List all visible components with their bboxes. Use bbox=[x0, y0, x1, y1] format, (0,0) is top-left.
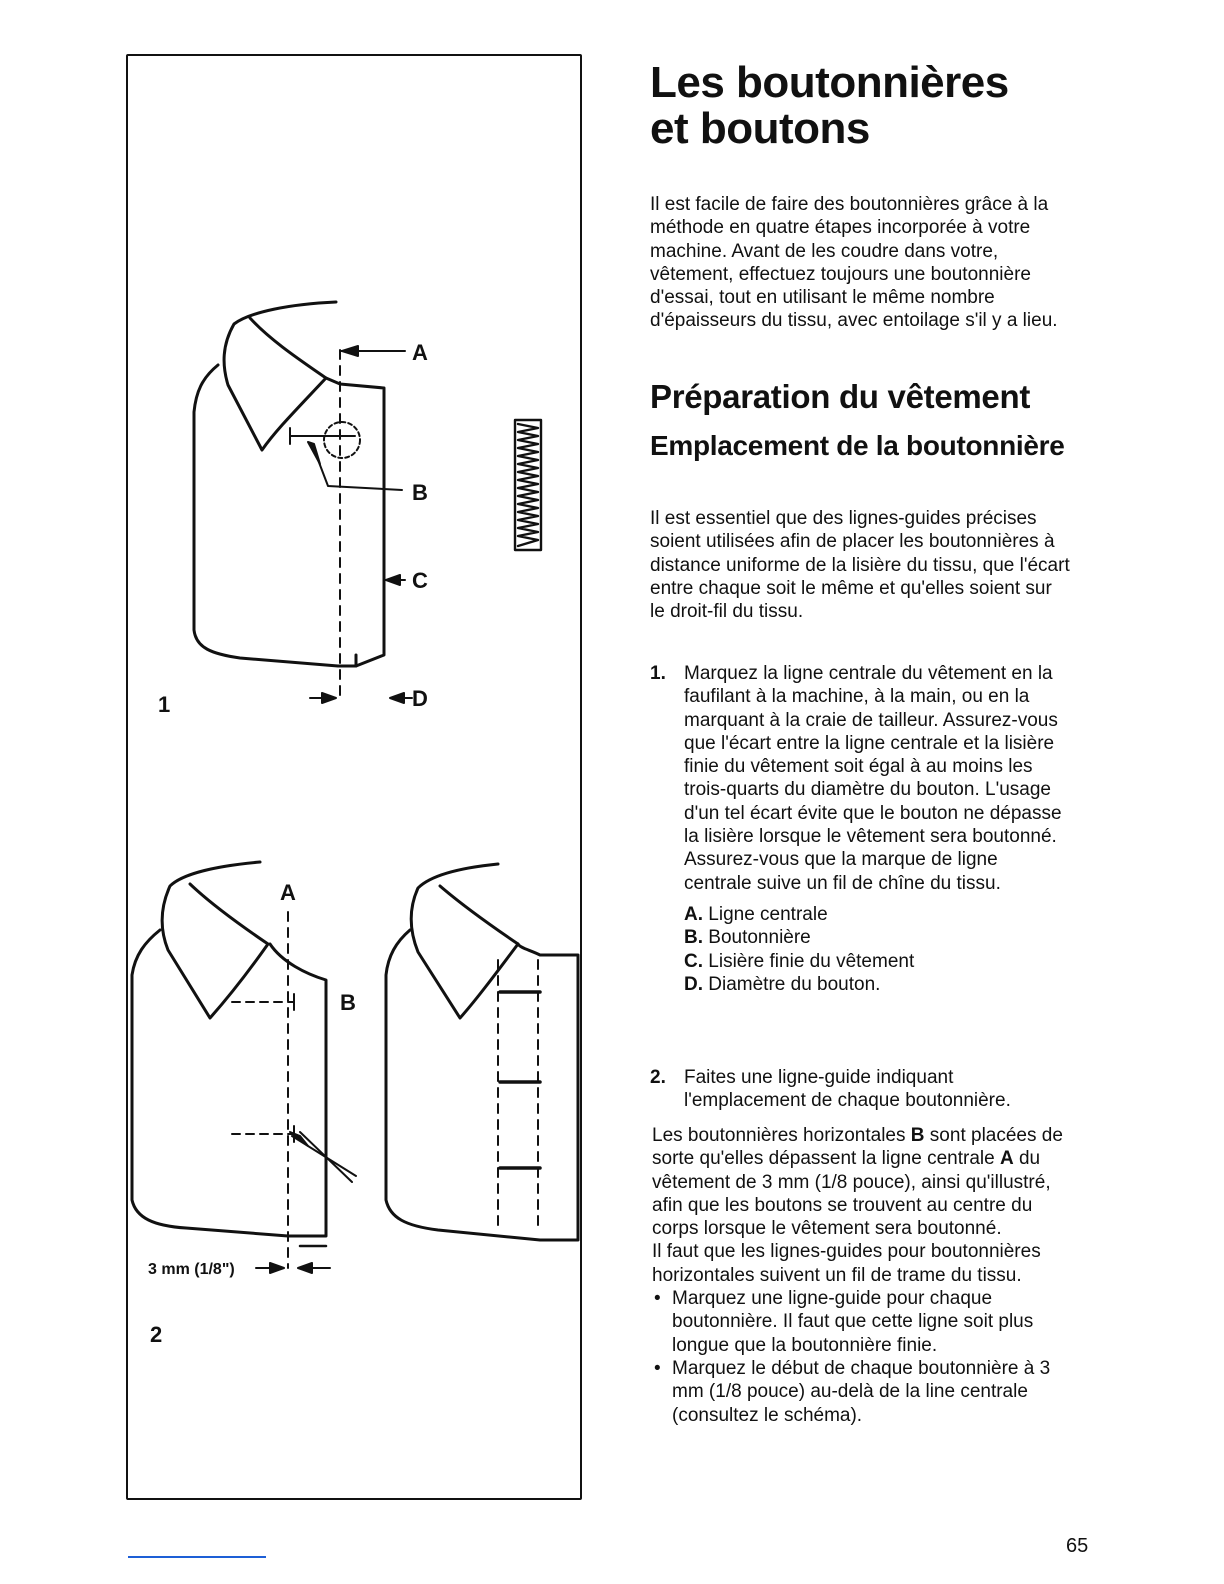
paragraph3-bold-a: A bbox=[999, 1148, 1014, 1170]
paragraph3-bold-b: B bbox=[910, 1125, 925, 1146]
figure2-guide-lines bbox=[232, 1002, 294, 1134]
subsection-heading: Emplacement de la boutonnière bbox=[650, 430, 1065, 461]
zigzag-buttonhole-icon bbox=[515, 420, 541, 550]
page-number: 65 bbox=[1066, 1535, 1089, 1557]
legend-text: Boutonnière bbox=[708, 927, 811, 949]
figure1-number: 1 bbox=[158, 692, 171, 717]
horizontal-buttonholes-paragraph bbox=[652, 1124, 1072, 1427]
step-2-number: 2. bbox=[650, 1067, 666, 1088]
figure2-measure: 3 mm (1/8") bbox=[148, 1261, 235, 1278]
step-2 bbox=[650, 1066, 1070, 1113]
figure2-label-b: B bbox=[340, 990, 356, 1015]
paragraph3-part2: sont placées de sorte qu'elles dépassent la ligne centrale bbox=[652, 1125, 1063, 1170]
figure1-arrows bbox=[310, 346, 412, 703]
figure1-label-d: D bbox=[412, 686, 428, 711]
legend-key: A. bbox=[684, 903, 703, 925]
step-1-legend bbox=[684, 903, 1070, 996]
legend-item bbox=[684, 926, 1070, 949]
figure2-arrows bbox=[256, 1246, 330, 1273]
paragraph3-part1: Les boutonnières horizontales bbox=[652, 1125, 911, 1146]
legend-item bbox=[684, 950, 1070, 973]
step-1 bbox=[650, 662, 1070, 996]
bullet-list bbox=[652, 1287, 1072, 1427]
legend-key: B. bbox=[684, 927, 703, 949]
section-heading: Préparation du vêtement bbox=[650, 378, 1031, 415]
intro-paragraph: Il est facile de faire des boutonnières grâce à la méthode en quatre étapes incorporée à votre machine. Avant de les coudre dans votre, vêtement, effectuez toujours une boutonnière d'essai, tout en utilisant le même nombre d'épaisseurs du tissu, avec entoilage s'il y a lieu. bbox=[650, 194, 1058, 332]
figure2-shirt-left bbox=[132, 862, 326, 1236]
figure2-label-a: A bbox=[280, 880, 296, 905]
figure1-shirt bbox=[194, 302, 384, 666]
legend-text: Lisière finie du vêtement bbox=[708, 950, 915, 972]
figure1-label-b: B bbox=[412, 480, 428, 505]
text-column bbox=[650, 58, 1080, 1426]
step-2-text: Faites une ligne-guide indiquant l'emplacement de chaque boutonnière. bbox=[684, 1067, 1011, 1112]
step-1-text: Marquez la ligne centrale du vêtement en la faufilant à la machine, à la main, ou en la marquant à la craie de tailleur. Assurez-vous que l'écart entre la ligne centrale et la lisière finie du vêtement soit égal à au moins les trois-quarts du diamètre du bouton. L'usage d'un tel écart évite que le bouton ne dépasse la lisière lorsque le vêtement sera boutonné. bbox=[684, 663, 1062, 848]
figure2-markers bbox=[290, 994, 356, 1182]
bullet-item: • Marquez une ligne-guide pour chaque boutonnière. Il faut que cette ligne soit plus longue que la boutonnière finie. bbox=[652, 1287, 1072, 1357]
page-title-line2: et boutons bbox=[650, 104, 870, 153]
step-1-number: 1. bbox=[650, 663, 666, 684]
figure2-number: 2 bbox=[150, 1322, 163, 1347]
accent-bar bbox=[128, 1556, 266, 1558]
bullet-item: • Marquez le début de chaque boutonnière à 3 mm (1/8 pouce) au-delà de la line centrale (consultez le schéma). bbox=[652, 1357, 1072, 1427]
step-1-text-b: Assurez-vous que la marque de ligne centrale suive un fil de chîne du tissu. bbox=[684, 849, 1001, 894]
figure2-shirt-right bbox=[386, 864, 578, 1240]
page-title-line1: Les boutonnières bbox=[650, 58, 1009, 107]
page-title bbox=[650, 60, 1080, 152]
figure2-right-buttonholes bbox=[500, 992, 540, 1168]
paragraph3-text-b: Il faut que les lignes-guides pour boutonnières horizontales suivent un fil de trame du tissu. bbox=[652, 1241, 1041, 1286]
legend-key: D. bbox=[684, 973, 703, 995]
paragraph3-part3: du vêtement de 3 mm (1/8 pouce), ainsi qu'illustré, afin que les boutons se trouvent au centre du corps lorsque le vêtement sera boutonné. bbox=[652, 1148, 1051, 1240]
legend-item bbox=[684, 903, 1070, 926]
legend-text: Diamètre du bouton. bbox=[708, 973, 881, 995]
figure1-label-c: C bbox=[412, 568, 428, 593]
paragraph3-text bbox=[652, 1124, 1072, 1240]
guidelines-paragraph: Il est essentiel que des lignes-guides précises soient utilisées afin de placer les boutonnières à distance uniforme de la lisière du tissu, que l'écart entre chaque soit le même et qu'elles soient sur le droit-fil du tissu. bbox=[650, 508, 1070, 623]
legend-text: Ligne centrale bbox=[708, 903, 828, 925]
legend-key: C. bbox=[684, 950, 703, 972]
legend-item bbox=[684, 973, 1070, 996]
figure1-label-a: A bbox=[412, 340, 428, 365]
figure2-right-guides bbox=[498, 960, 538, 1232]
